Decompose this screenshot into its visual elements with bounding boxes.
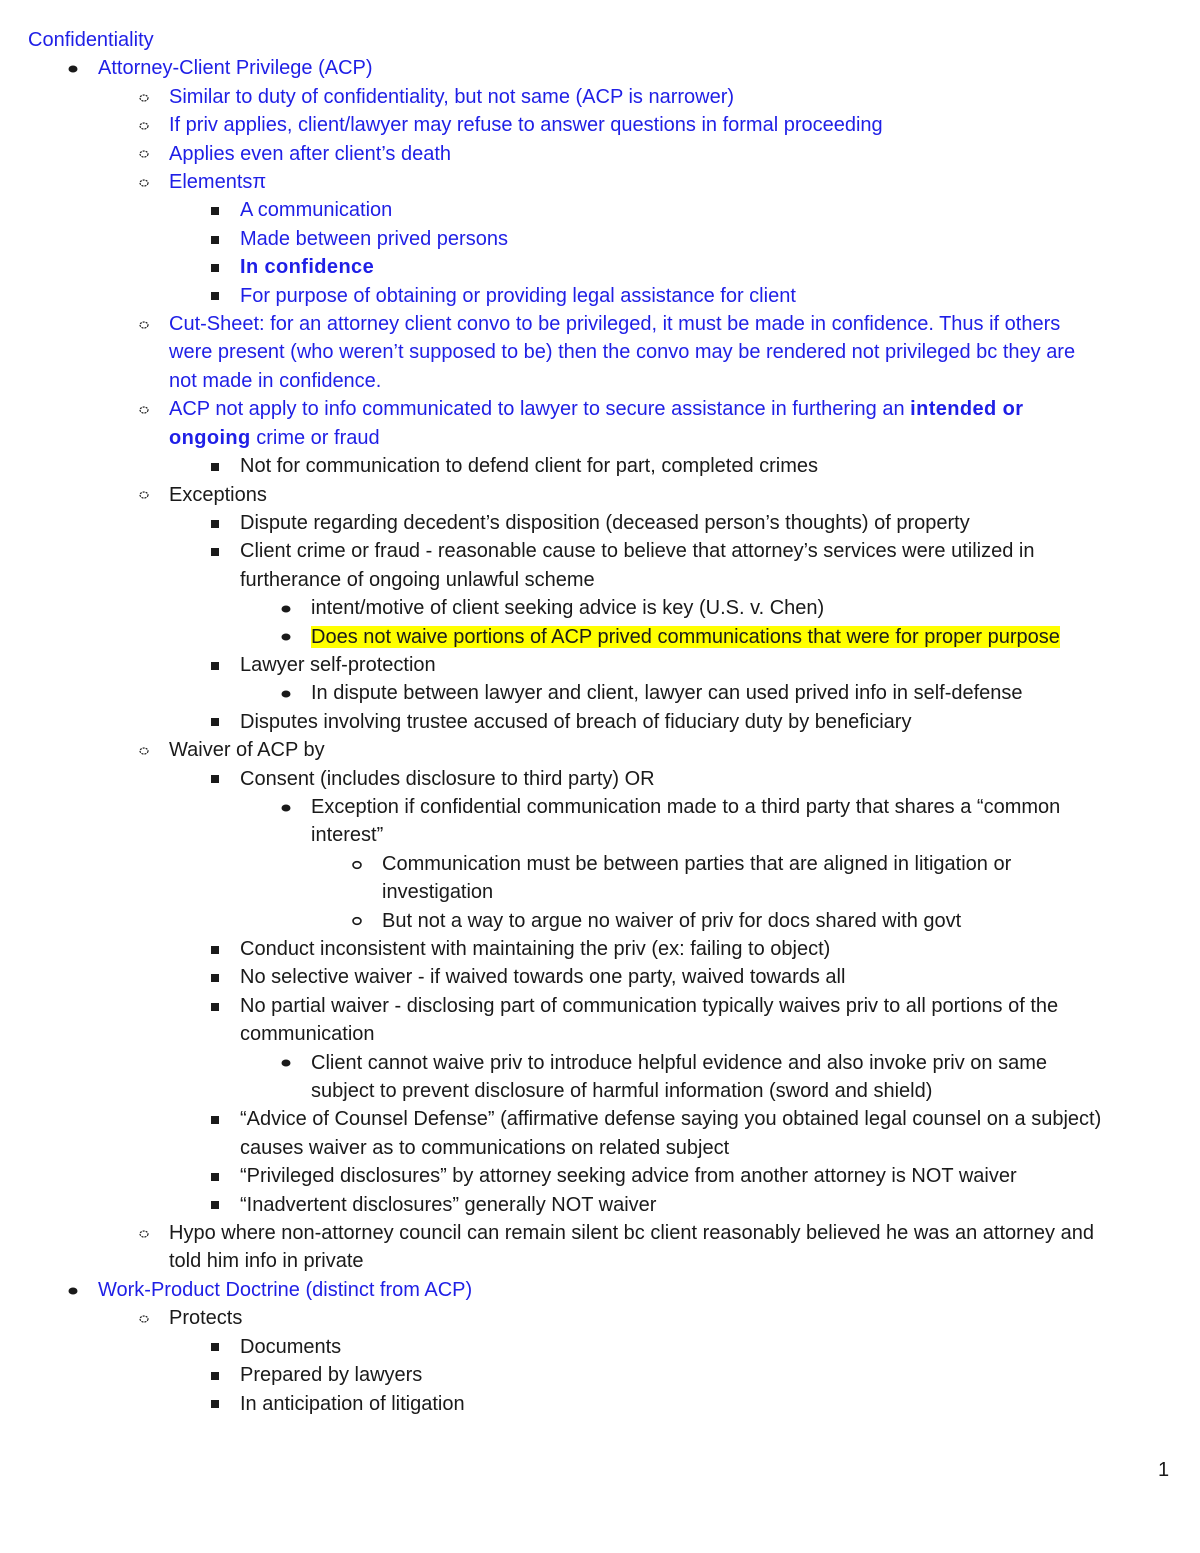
- list-item-continuation: not made in confidence.: [169, 369, 382, 392]
- list-item-text: In dispute between lawyer and client, lawyer can used prived info in self-defense: [311, 682, 1023, 705]
- list-item: [169, 736, 1178, 764]
- list-item: [240, 765, 1178, 793]
- list-item-text: Applies even after client’s death: [169, 142, 452, 165]
- list-item-text: No partial waiver - disclosing part of communication typically waives priv to all portions of the: [240, 994, 1059, 1017]
- list-item-text: In anticipation of litigation: [240, 1392, 465, 1415]
- list-item: [240, 708, 1178, 736]
- list-item: [169, 140, 1178, 168]
- list-item: [98, 1276, 1178, 1304]
- list-item-text: Prepared by lawyers: [240, 1364, 423, 1387]
- list-item: [240, 1333, 1178, 1361]
- list-item-text: Not for communication to defend client for part, completed crimes: [240, 455, 819, 478]
- list-item: [240, 1390, 1178, 1418]
- list-item-text: Work-Product Doctrine (distinct from ACP): [98, 1278, 473, 1301]
- list-item-text: Attorney-Client Privilege (ACP): [98, 57, 373, 80]
- square-bullet-icon: [205, 1191, 225, 1219]
- open-circle-bullet-icon: [347, 850, 367, 878]
- list-item-text: In confidence: [240, 256, 375, 279]
- square-bullet-icon: [205, 1361, 225, 1389]
- hollow-bullet-icon: [134, 310, 154, 338]
- hollow-bullet-icon: [134, 168, 154, 196]
- list-item-text: Client crime or fraud - reasonable cause to believe that attorney’s services were utilized in: [240, 540, 1035, 563]
- list-item-continuation: investigation: [382, 881, 494, 904]
- square-bullet-icon: [205, 765, 225, 793]
- hollow-bullet-icon: [134, 481, 154, 509]
- list-item: [240, 1162, 1178, 1190]
- bold-text: intended or: [910, 398, 1024, 421]
- list-item: [240, 651, 1178, 679]
- list-item: [382, 907, 1178, 935]
- list-item-continuation: [169, 424, 1178, 452]
- list-item-continuation: interest”: [311, 824, 384, 847]
- filled-bullet-icon: [276, 594, 296, 622]
- list-item: [240, 935, 1178, 963]
- list-item-text: Conduct inconsistent with maintaining the priv (ex: failing to object): [240, 938, 831, 960]
- list-item: [240, 1191, 1178, 1219]
- list-item-text: If priv applies, client/lawyer may refuse to answer questions in formal proceeding: [169, 114, 883, 137]
- filled-bullet-icon: [276, 623, 296, 651]
- square-bullet-icon: [205, 196, 225, 224]
- list-item-text: For purpose of obtaining or providing legal assistance for client: [240, 284, 796, 307]
- list-item: [240, 992, 1178, 1020]
- list-item-text: “Inadvertent disclosures” generally NOT waiver: [240, 1193, 657, 1216]
- list-item: [169, 395, 1178, 423]
- list-item: [240, 225, 1178, 253]
- list-item-text: Dispute regarding decedent’s disposition (deceased person’s thoughts) of property: [240, 511, 970, 534]
- square-bullet-icon: [205, 537, 225, 565]
- hollow-bullet-icon: [134, 1219, 154, 1247]
- list-item-text: Protects: [169, 1307, 243, 1330]
- hollow-bullet-icon: [134, 140, 154, 168]
- open-circle-bullet-icon: [347, 907, 367, 935]
- list-item: [240, 1105, 1178, 1133]
- list-item-text: Similar to duty of confidentiality, but not same (ACP is narrower): [169, 85, 735, 108]
- filled-bullet-icon: [276, 1049, 296, 1077]
- square-bullet-icon: [205, 651, 225, 679]
- list-item-continuation: subject to prevent disclosure of harmful information (sword and shield): [311, 1080, 933, 1103]
- square-bullet-icon: [205, 452, 225, 480]
- list-item: [311, 679, 1178, 707]
- list-item-text: Disputes involving trustee accused of breach of fiduciary duty by beneficiary: [240, 710, 912, 733]
- square-bullet-icon: [205, 963, 225, 991]
- square-bullet-icon: [205, 1333, 225, 1361]
- list-item-text: A communication: [240, 199, 393, 222]
- filled-bullet-icon: [276, 679, 296, 707]
- list-item-text: Lawyer self-protection: [240, 653, 436, 676]
- list-item-continuation: were present (who weren’t supposed to be) then the convo may be rendered not privileged bc they are: [169, 341, 1076, 364]
- list-item-text: No selective waiver - if waived towards one party, waived towards all: [240, 966, 846, 989]
- list-item: [169, 83, 1178, 111]
- square-bullet-icon: [205, 708, 225, 736]
- list-item-text: Consent (includes disclosure to third party) OR: [240, 767, 655, 790]
- hollow-bullet-icon: [134, 395, 154, 423]
- square-bullet-icon: [205, 1162, 225, 1190]
- list-item-text: ACP not apply to info communicated to lawyer to secure assistance in furthering an: [169, 398, 911, 421]
- list-item: [311, 623, 1178, 651]
- list-item-continuation: causes waiver as to communications on related subject: [240, 1136, 730, 1159]
- list-item-text: Made between prived persons: [240, 227, 508, 250]
- list-item-text: Client cannot waive priv to introduce helpful evidence and also invoke priv on same: [311, 1051, 1047, 1074]
- list-item: [240, 282, 1178, 310]
- list-item-text: Exceptions: [169, 483, 267, 506]
- list-item-text: “Advice of Counsel Defense” (affirmative defense saying you obtained legal counsel on a subject): [240, 1108, 1102, 1131]
- list-item-text: Elementsπ: [169, 171, 267, 194]
- list-item-text: crime or fraud: [250, 426, 380, 449]
- square-bullet-icon: [205, 225, 225, 253]
- filled-bullet-icon: [63, 1276, 83, 1304]
- list-item: [240, 196, 1178, 224]
- bold-text: ongoing: [169, 426, 251, 449]
- list-item-text: intent/motive of client seeking advice is key (U.S. v. Chen): [311, 597, 825, 620]
- list-item-text: “Privileged disclosures” by attorney seeking advice from another attorney is NOT waiver: [240, 1165, 1017, 1188]
- list-item-continuation: furtherance of ongoing unlawful scheme: [240, 568, 595, 591]
- square-bullet-icon: [205, 992, 225, 1020]
- hollow-bullet-icon: [134, 1304, 154, 1332]
- list-item-continuation: told him info in private: [169, 1250, 364, 1273]
- list-item: [240, 1361, 1178, 1389]
- list-item-text: Waiver of ACP by: [169, 739, 325, 762]
- page-number: 1: [1158, 1459, 1170, 1481]
- document-body: [28, 26, 1178, 1418]
- list-item: [240, 253, 1178, 281]
- list-item: [169, 481, 1178, 509]
- list-item: [240, 509, 1178, 537]
- hollow-bullet-icon: [134, 736, 154, 764]
- hollow-bullet-icon: [134, 111, 154, 139]
- list-item-text: Documents: [240, 1335, 342, 1358]
- square-bullet-icon: [205, 1390, 225, 1418]
- list-item-text: But not a way to argue no waiver of priv for docs shared with govt: [382, 909, 962, 932]
- square-bullet-icon: [205, 1105, 225, 1133]
- hollow-bullet-icon: [134, 83, 154, 111]
- square-bullet-icon: [205, 282, 225, 310]
- list-item: [240, 963, 1178, 991]
- list-item: [169, 310, 1178, 338]
- highlighted-text: Does not waive portions of ACP prived communications that were for proper purpose: [311, 625, 1060, 648]
- list-item: [240, 452, 1178, 480]
- list-item: [169, 1219, 1178, 1247]
- square-bullet-icon: [205, 509, 225, 537]
- list-item: [240, 537, 1178, 565]
- list-item: [382, 850, 1178, 878]
- list-item: [169, 168, 1178, 196]
- list-item: [98, 54, 1178, 82]
- list-item: [311, 594, 1178, 622]
- filled-bullet-icon: [63, 54, 83, 82]
- square-bullet-icon: [205, 253, 225, 281]
- list-item-text: Cut-Sheet: for an attorney client convo to be privileged, it must be made in confidence. Thus if others: [169, 313, 1061, 336]
- section-heading: Confidentiality: [28, 29, 154, 51]
- list-item-continuation: communication: [240, 1023, 375, 1046]
- list-item: [311, 1049, 1178, 1077]
- filled-bullet-icon: [276, 793, 296, 821]
- square-bullet-icon: [205, 935, 225, 963]
- list-item: [169, 111, 1178, 139]
- list-item: [311, 793, 1178, 821]
- list-item-text: Exception if confidential communication made to a third party that shares a “common: [311, 795, 1061, 818]
- list-item-text: Hypo where non-attorney council can remain silent bc client reasonably believed he was an attorney and: [169, 1222, 1094, 1245]
- list-item: [169, 1304, 1178, 1332]
- list-item-text: Communication must be between parties that are aligned in litigation or: [382, 852, 1012, 875]
